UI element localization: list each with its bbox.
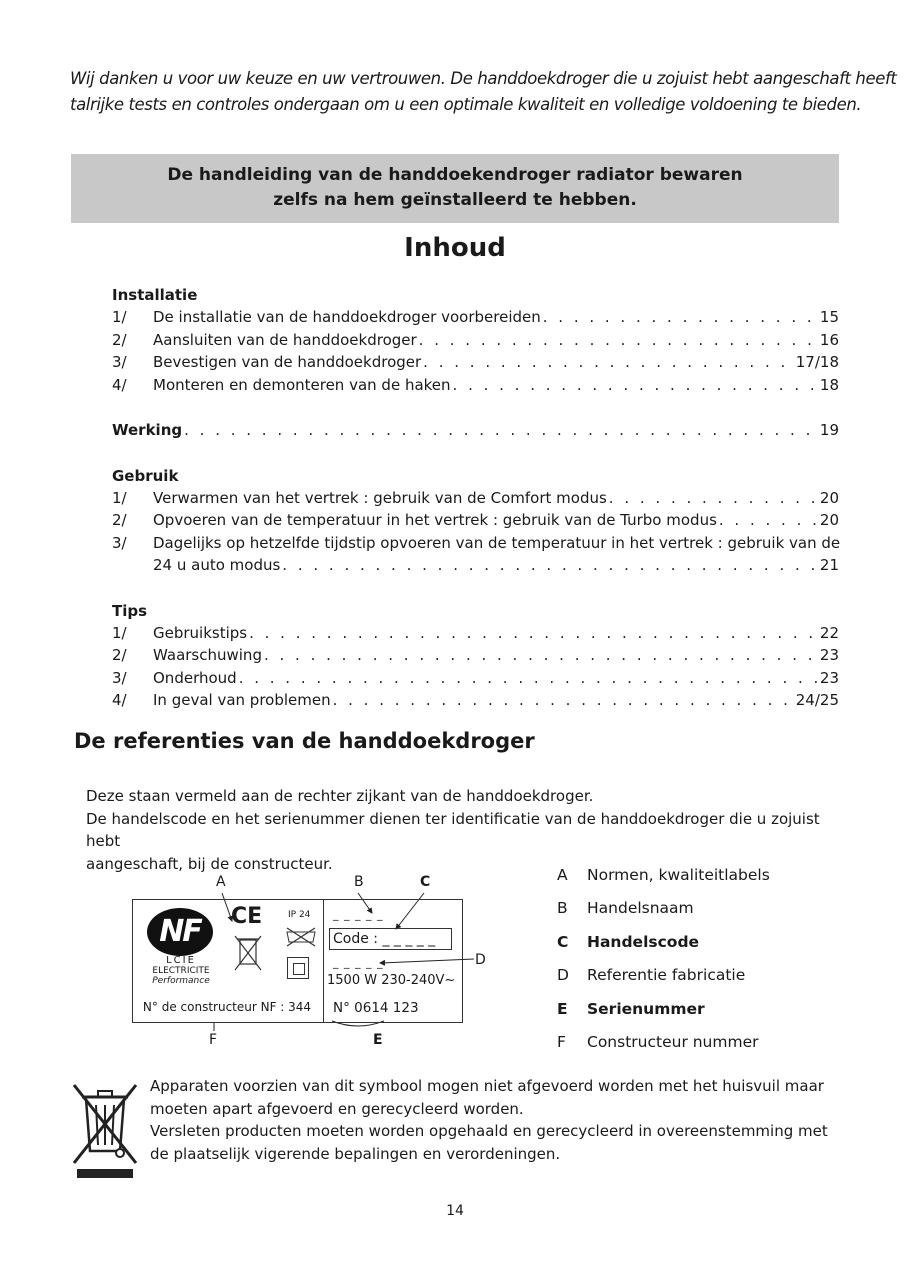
toc-entry-page: 24/25 — [795, 691, 839, 709]
toc-entry-number: 2/ — [112, 330, 127, 349]
toc-leader-dots — [282, 554, 818, 577]
toc-entry — [112, 509, 839, 532]
toc-leader-dots — [609, 487, 818, 510]
toc-entry-number: 1/ — [112, 308, 127, 326]
double-insulation-icon — [287, 957, 309, 979]
disposal-line-3: Versleten producten moeten worden opgehaald en gerecycleerd in overeenstemming met — [150, 1122, 828, 1140]
disposal-line-2: moeten apart afgevoerd en gerecycleerd worden. — [150, 1099, 524, 1118]
label-letter-c: C — [420, 874, 431, 890]
ce-mark: CE — [231, 904, 263, 929]
lcie-line-3: Performance — [152, 976, 210, 986]
commercial-code-field: Code : _ _ _ _ _ — [329, 928, 452, 950]
legend-text: Normen, kwaliteitlabels — [587, 866, 770, 884]
weee-bin-icon-small — [233, 934, 263, 974]
toc-entry-page: 20 — [819, 511, 839, 529]
toc-entry-number: 2/ — [112, 511, 127, 529]
no-cover-icon — [283, 926, 319, 948]
notice-banner — [71, 154, 839, 223]
toc-entry-number: 1/ — [112, 623, 127, 642]
toc-entry-number: 3/ — [112, 353, 127, 371]
intro-text — [70, 66, 897, 118]
legend-item — [557, 897, 770, 930]
toc-leader-dots — [333, 689, 794, 712]
label-letter-e: E — [373, 1032, 383, 1048]
toc-entry — [112, 532, 839, 555]
lcie-line-2: ELECTRICITE — [152, 966, 210, 976]
label-letter-a: A — [216, 874, 226, 890]
toc-entry — [112, 644, 839, 667]
power-rating: 1500 W 230-240V~ — [327, 973, 456, 988]
toc-entry — [112, 329, 839, 352]
toc-entry-page: 16 — [819, 330, 839, 349]
rating-label — [132, 899, 463, 1023]
references-line-1: Deze staan vermeld aan de rechter zijkant van de handdoekdroger. — [86, 787, 594, 805]
toc-entry — [112, 667, 839, 690]
banner-line-2: zelfs na hem geïnstalleerd te hebben. — [273, 190, 637, 210]
toc-entry-title: Monteren en demonteren van de haken — [153, 375, 451, 394]
legend-item — [557, 1031, 770, 1064]
legend-text: Serienummer — [587, 999, 705, 1018]
intro-line-2: talrijke tests en controles ondergaan om u een optimale kwaliteit en volledige voldoening te bieden. — [70, 95, 862, 114]
toc-entry-page: 21 — [819, 556, 839, 574]
toc-entry-page: 18 — [819, 375, 839, 394]
toc-leader-dots — [264, 644, 818, 667]
page-number: 14 — [446, 1203, 464, 1219]
toc-leader-dots — [419, 329, 818, 352]
toc-entry-title: In geval van problemen — [153, 691, 331, 709]
toc-entry-title: Waarschuwing — [153, 646, 262, 664]
legend-key: B — [557, 899, 568, 918]
toc-werking-title: Werking — [112, 421, 183, 439]
toc-entry-title: 24 u auto modus — [153, 556, 281, 574]
manufacturing-reference-placeholder: _ _ _ _ _ — [333, 956, 384, 969]
constructor-number: N° de constructeur NF : 344 — [142, 1000, 312, 1014]
legend-key: A — [557, 866, 568, 884]
legend-key: C — [557, 932, 569, 951]
lcie-line-1: LCIE — [166, 955, 196, 966]
label-letter-d: D — [475, 952, 486, 968]
legend-item — [557, 931, 770, 964]
references-text — [86, 785, 846, 875]
legend-key: D — [557, 966, 569, 985]
disposal-line-4: de plaatselijk vigerende bepalingen en verordeningen. — [150, 1144, 561, 1163]
toc-entry — [112, 689, 839, 712]
label-letter-b: B — [354, 874, 364, 890]
legend-key: E — [557, 999, 568, 1018]
toc-leader-dots — [719, 509, 818, 532]
nf-logo: NF — [147, 908, 213, 956]
toc-section-gebruik: Gebruik — [112, 466, 179, 485]
legend-text: Referentie fabricatie — [587, 966, 746, 985]
toc-leader-dots — [249, 622, 818, 645]
toc-leader-dots — [453, 374, 818, 397]
table-of-contents — [112, 284, 839, 712]
toc-entry-page: 19 — [819, 421, 839, 439]
toc-entry-page: 23 — [819, 668, 839, 687]
weee-crossed-bin-icon — [72, 1083, 138, 1179]
toc-entry-title: Opvoeren van de temperatuur in het vertrek : gebruik van de Turbo modus — [153, 511, 717, 529]
toc-entry — [112, 374, 839, 397]
legend-item — [557, 964, 770, 997]
toc-title: Inhoud — [404, 233, 506, 263]
legend-text: Constructeur nummer — [587, 1032, 759, 1051]
toc-entry-page: 15 — [819, 308, 839, 326]
intro-line-1: Wij danken u voor uw keuze en uw vertrouwen. De handdoekdroger die u zojuist hebt aangeschaft heeft — [70, 69, 897, 88]
toc-entry-number: 1/ — [112, 488, 127, 507]
toc-entry — [112, 622, 839, 645]
toc-section-tips: Tips — [112, 601, 148, 620]
toc-section-installatie: Installatie — [112, 286, 198, 304]
toc-entry-number: 4/ — [112, 691, 127, 709]
toc-leader-dots — [423, 351, 794, 374]
toc-entry-page: 23 — [819, 646, 839, 664]
toc-entry-number: 3/ — [112, 668, 127, 687]
toc-leader-dots — [239, 667, 818, 690]
toc-entry — [112, 351, 839, 374]
toc-entry-page: 17/18 — [795, 353, 839, 371]
toc-entry-title: De installatie van de handdoekdroger voorbereiden — [153, 308, 541, 326]
toc-entry-title: Dagelijks op hetzelfde tijdstip opvoeren van de temperatuur in het vertrek : gebruik van de — [153, 533, 841, 552]
disposal-line-1: Apparaten voorzien van dit symbool mogen niet afgevoerd worden met het huisvuil maar — [150, 1077, 824, 1095]
toc-entry-title: Bevestigen van de handdoekdroger — [153, 353, 422, 371]
toc-entry-continued — [112, 554, 839, 577]
serial-number: N° 0614 123 — [333, 1000, 419, 1016]
legend-item — [557, 998, 770, 1031]
toc-section-werking — [112, 419, 839, 442]
toc-entry — [112, 306, 839, 329]
references-line-3: aangeschaft, bij de constructeur. — [86, 854, 333, 873]
toc-leader-dots — [184, 419, 818, 442]
toc-entry-title: Aansluiten van de handdoekdroger — [153, 330, 417, 349]
references-title: De referenties van de handdoekdroger — [74, 729, 535, 753]
legend-text: Handelscode — [587, 932, 700, 951]
legend-item — [557, 864, 770, 897]
commercial-name-placeholder: _ _ _ _ _ — [333, 908, 384, 921]
toc-entry-number: 3/ — [112, 533, 127, 552]
toc-leader-dots — [543, 306, 818, 329]
toc-entry-number: 4/ — [112, 375, 127, 394]
toc-entry-title: Gebruikstips — [153, 623, 248, 642]
toc-entry — [112, 487, 839, 510]
legend-key: F — [557, 1032, 566, 1051]
label-legend — [557, 864, 770, 1064]
toc-entry-number: 2/ — [112, 646, 127, 664]
banner-line-1: De handleiding van de handdoekendroger radiator bewaren — [167, 165, 743, 185]
disposal-notice — [150, 1075, 840, 1165]
ip-rating: IP 24 — [288, 910, 311, 920]
label-letter-f: F — [209, 1032, 218, 1048]
lcie-mark — [141, 956, 221, 986]
toc-entry-page: 20 — [819, 488, 839, 507]
legend-text: Handelsnaam — [587, 899, 694, 918]
toc-entry-page: 22 — [819, 623, 839, 642]
toc-entry-title: Verwarmen van het vertrek : gebruik van de Comfort modus — [153, 488, 607, 507]
references-line-2: De handelscode en het serienummer dienen ter identificatie van de handdoekdroger die u zojuist hebt — [86, 809, 820, 850]
toc-entry-title: Onderhoud — [153, 668, 237, 687]
